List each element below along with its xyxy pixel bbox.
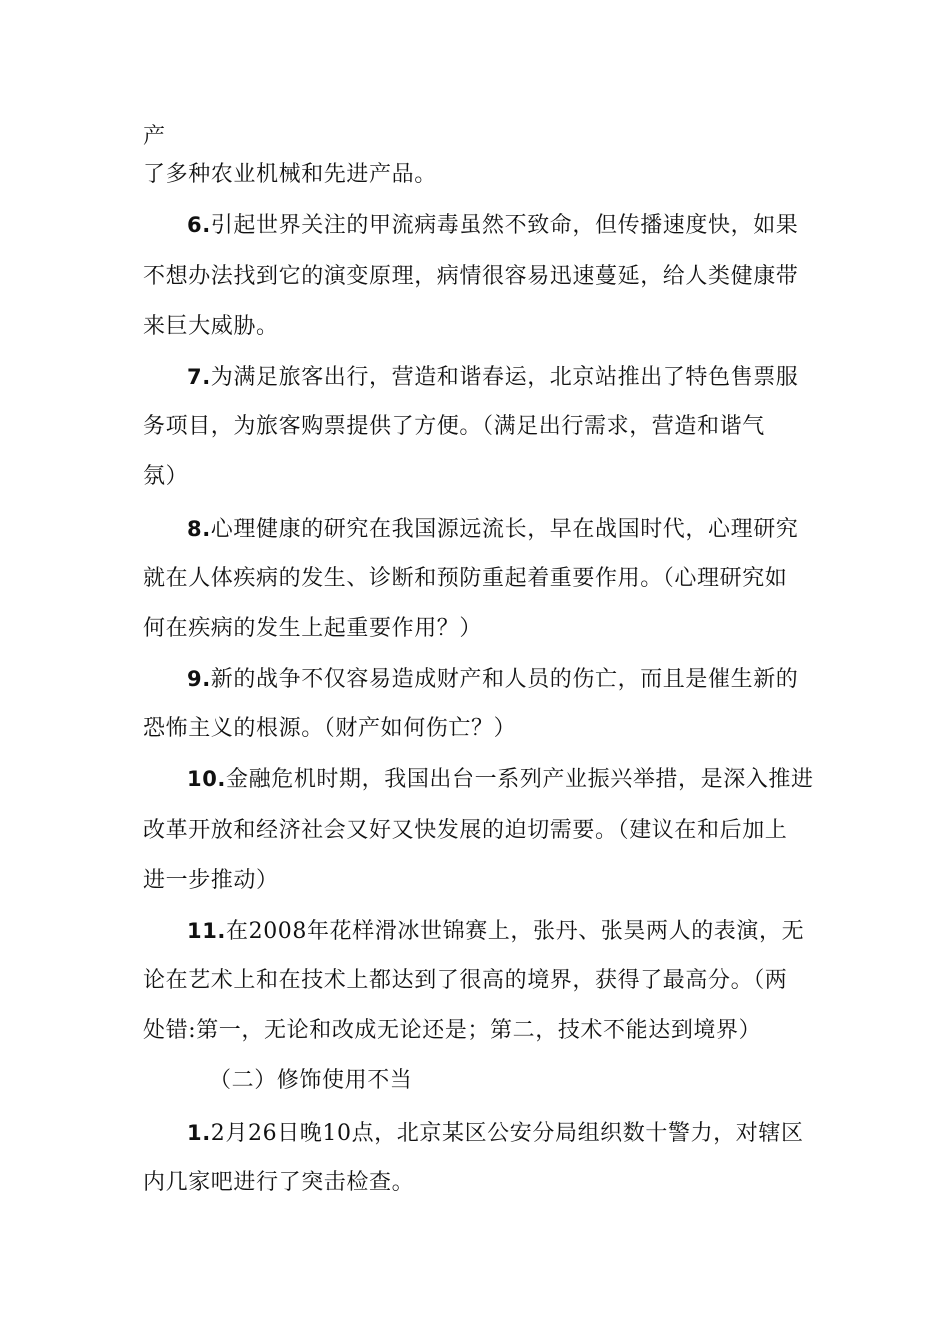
item-number: 10. <box>187 767 227 791</box>
item-number: 11. <box>187 919 227 943</box>
item-number: 7. <box>187 365 211 389</box>
item-8-line-1: 8.心理健康的研究在我国源远流长，早在战国时代，心理研究 <box>187 517 799 542</box>
item-7-line-1: 7.为满足旅客出行，营造和谐春运，北京站推出了特色售票服 <box>187 365 799 390</box>
item-8-line-2: 就在人体疾病的发生、诊断和预防重起着重要作用。（心理研究如 <box>143 566 788 591</box>
item-9-line-1: 9.新的战争不仅容易造成财产和人员的伤亡，而且是催生新的 <box>187 667 799 692</box>
item-number: 1. <box>187 1121 211 1145</box>
item-11-line-1: 11.在2008年花样滑冰世锦赛上，张丹、张昊两人的表演，无 <box>187 919 805 944</box>
text-line-2: 了多种农业机械和先进产品。 <box>143 162 437 187</box>
item-7-line-2: 务项目，为旅客购票提供了方便。（满足出行需求，营造和谐气 <box>143 414 765 439</box>
item-1-line-2: 内几家吧进行了突击检查。 <box>143 1170 415 1195</box>
item-7-line-3: 氛） <box>143 464 189 489</box>
item-8-line-3: 何在疾病的发生上起重要作用？） <box>143 616 483 641</box>
item-11-line-2: 论在艺术上和在技术上都达到了很高的境界，获得了最高分。（两 <box>143 968 788 993</box>
item-6-line-1: 6.引起世界关注的甲流病毒虽然不致命，但传播速度快，如果 <box>187 213 799 238</box>
item-10-line-2: 改革开放和经济社会又好又快发展的迫切需要。（建议在和后加上 <box>143 818 788 843</box>
item-number: 8. <box>187 517 211 541</box>
item-11-line-3: 处错:第一，无论和改成无论还是；第二，技术不能达到境界） <box>143 1018 762 1043</box>
text-line-1: 产 <box>143 124 166 149</box>
item-number: 9. <box>187 667 211 691</box>
section-heading: （二）修饰使用不当 <box>209 1068 413 1093</box>
item-9-line-2: 恐怖主义的根源。（财产如何伤亡？） <box>143 716 517 741</box>
item-10-line-3: 进一步推动） <box>143 868 279 893</box>
item-1-line-1: 1.2月26日晚10点，北京某区公安分局组织数十警力，对辖区 <box>187 1121 804 1146</box>
item-6-line-2: 不想办法找到它的演变原理，病情很容易迅速蔓延，给人类健康带 <box>143 264 799 289</box>
item-number: 6. <box>187 213 211 237</box>
item-6-line-3: 来巨大威胁。 <box>143 314 279 339</box>
item-10-line-1: 10.金融危机时期，我国出台一系列产业振兴举措，是深入推进 <box>187 767 814 792</box>
